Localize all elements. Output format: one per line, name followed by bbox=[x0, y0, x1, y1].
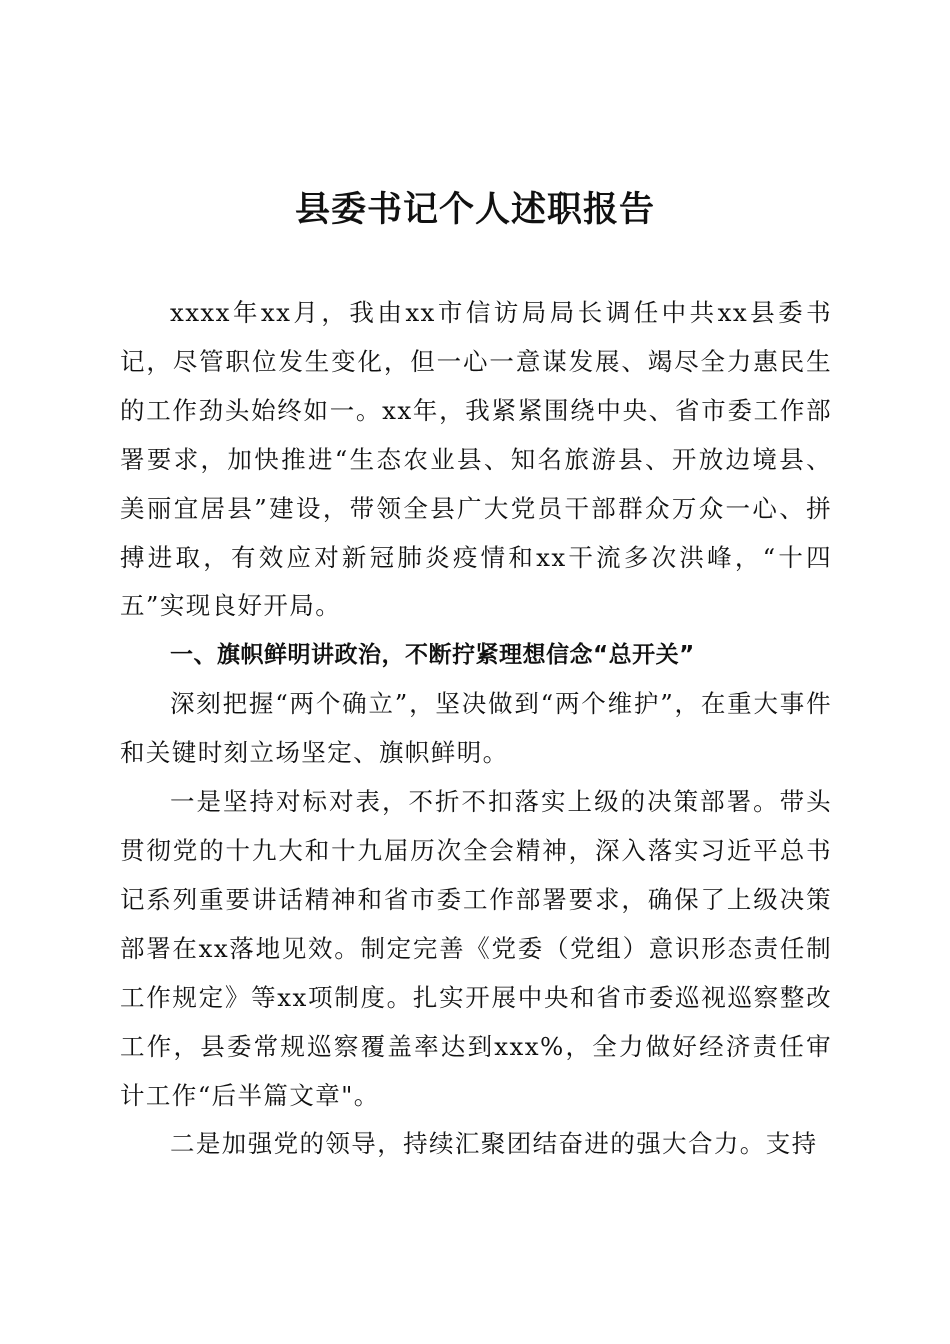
intro-paragraph: xxxx年xx月，我由xx市信访局局长调任中共xx县委书记，尽管职位发生变化，但一心一意谋发展、竭尽全力惠民生的工作劲头始终如一。xx年，我紧紧围绕中央、省市委工作部署要求，加快推进“生态农业县、知名旅游县、开放边境县、美丽宜居县”建设，带领全县广大党员干部群众万众一心、拼搏进取，有效应对新冠肺炎疫情和xx干流多次洪峰，“十四五”实现良好开局。 bbox=[120, 298, 832, 621]
section-heading-1: 一、旗帜鲜明讲政治，不断拧紧理想信念“总开关” bbox=[170, 642, 695, 669]
point-2-paragraph: 二是加强党的领导，持续汇聚团结奋进的强大合力。支持 bbox=[170, 1129, 818, 1159]
point-1-paragraph: 一是坚持对标对表，不折不扣落实上级的决策部署。带头贯彻党的十九大和十九届历次全会精神，深入落实习近平总书记系列重要讲话精神和省市委工作部署要求，确保了上级决策部署在xx落地见效。制定完善《党委（党组）意识形态责任制工作规定》等xx项制度。扎实开展中央和省市委巡视巡察整改工作，县委常规巡察覆盖率达到xxx%，全力做好经济责任审计工作“后半篇文章"。 bbox=[120, 787, 832, 1110]
document-title: 县委书记个人述职报告 bbox=[294, 189, 655, 230]
section-1-summary-paragraph: 深刻把握“两个确立”，坚决做到“两个维护”，在重大事件和关键时刻立场坚定、旗帜鲜明。 bbox=[120, 689, 832, 768]
document-body bbox=[120, 289, 832, 1169]
